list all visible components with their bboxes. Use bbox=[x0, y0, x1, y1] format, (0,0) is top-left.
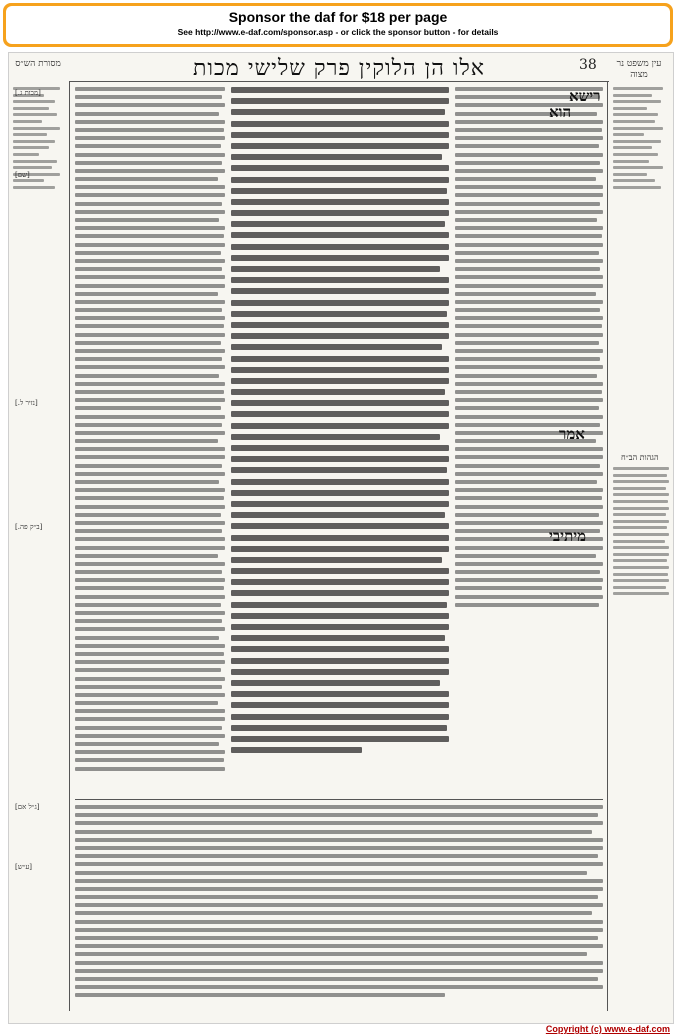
left-ref-4: [ב״ק פה.] bbox=[15, 523, 43, 531]
hagahot-habach-title: הגהות הב״ח bbox=[621, 453, 659, 462]
folio-number: 38 bbox=[579, 57, 597, 73]
gemara-main-text bbox=[231, 87, 449, 793]
sponsor-title[interactable]: Sponsor the daf for $18 per page bbox=[228, 9, 448, 25]
ein-mishpat-column bbox=[613, 87, 669, 447]
rashi-column bbox=[455, 87, 603, 647]
left-ref-1: [מכות ג.] bbox=[15, 89, 41, 97]
page-title: אלו הן הלוקין פרק שלישי מכות bbox=[193, 56, 485, 81]
bottom-section-rule bbox=[75, 799, 603, 800]
left-column-rule bbox=[69, 81, 70, 1011]
keyword-meitivei: מיתיבי bbox=[549, 527, 587, 545]
copyright-link[interactable]: Copyright (c) www.e-daf.com bbox=[545, 1024, 670, 1034]
ein-mishpat-header: עין משפט נר מצוה bbox=[616, 59, 662, 80]
sponsor-banner-inner bbox=[6, 6, 670, 44]
sponsor-subtitle[interactable]: See http://www.e-daf.com/sponsor.asp - or click the sponsor button - for details bbox=[177, 27, 499, 37]
left-ref-2: [שם] bbox=[15, 171, 30, 179]
hagahot-habach-column bbox=[613, 467, 669, 1007]
keyword-hu: הוא bbox=[549, 103, 572, 121]
tosafot-column bbox=[75, 87, 225, 793]
left-ref-3: [נזיר ל.] bbox=[15, 399, 38, 407]
keyword-amar: אמר bbox=[559, 425, 585, 443]
header-rule bbox=[69, 81, 609, 82]
left-ref-5: [ג״ל אם] bbox=[15, 803, 40, 811]
talmud-page-scan bbox=[8, 52, 674, 1024]
bottom-commentary bbox=[75, 805, 603, 1015]
left-ref-6: [ע״ש] bbox=[15, 863, 33, 871]
keyword-reisha: רישא bbox=[569, 87, 601, 105]
masoret-hashas-header: מסורת הש״ס bbox=[15, 59, 61, 69]
right-column-rule bbox=[607, 81, 608, 1011]
sponsor-banner[interactable] bbox=[3, 3, 673, 47]
